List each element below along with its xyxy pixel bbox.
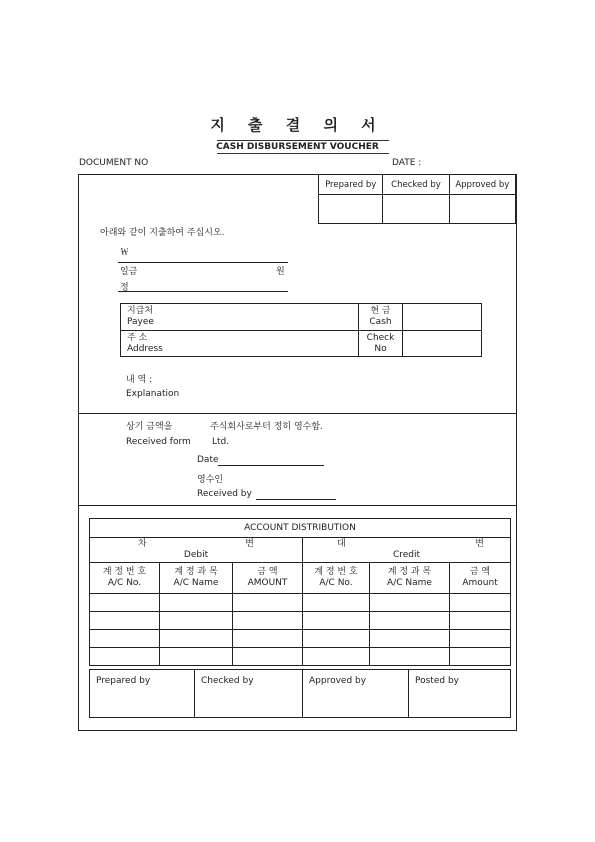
credit-ac-no-header xyxy=(303,563,370,594)
debit-ko-left: 차 xyxy=(138,539,147,549)
received-by-line[interactable] xyxy=(256,499,336,500)
approval-checked-by-sign[interactable] xyxy=(383,195,449,224)
debit-amount-ko: 금 액 xyxy=(257,567,278,577)
signature-approved-by-label: Approved by xyxy=(309,676,367,686)
signature-checked-by-label: Checked by xyxy=(201,676,254,686)
table-cell[interactable] xyxy=(370,594,450,612)
signature-approved-by[interactable] xyxy=(303,670,409,718)
table-cell[interactable] xyxy=(233,630,303,648)
table-cell[interactable] xyxy=(303,648,370,666)
signature-prepared-by-label: Prepared by xyxy=(96,676,151,686)
won-symbol: ￦ xyxy=(120,248,130,258)
check-label-en: No xyxy=(374,343,387,354)
account-distribution-table xyxy=(89,518,511,666)
table-cell[interactable] xyxy=(303,594,370,612)
approval-approved-by-sign[interactable] xyxy=(449,195,515,224)
table-cell[interactable] xyxy=(233,594,303,612)
page-subtitle: CASH DISBURSEMENT VOUCHER xyxy=(216,142,379,152)
cash-label-cell xyxy=(359,304,403,331)
received-by-label: Received by xyxy=(197,489,252,499)
table-row xyxy=(90,648,511,666)
table-cell[interactable] xyxy=(450,648,511,666)
table-cell[interactable] xyxy=(90,594,160,612)
jeong-label: 정 xyxy=(120,283,129,293)
table-row xyxy=(90,630,511,648)
credit-ac-no-en: A/C No. xyxy=(319,578,353,588)
instruction-text: 아래와 같이 지출하여 주십시오. xyxy=(100,228,225,238)
check-no-value-cell[interactable] xyxy=(403,331,482,357)
debit-en: Debit xyxy=(183,550,209,560)
amount-label: 일금 xyxy=(120,267,138,277)
table-cell[interactable] xyxy=(303,612,370,630)
cash-label-en: Cash xyxy=(369,317,392,327)
credit-ko-right: 변 xyxy=(475,539,484,549)
table-cell[interactable] xyxy=(160,630,233,648)
credit-ko-left: 대 xyxy=(337,539,346,549)
table-cell[interactable] xyxy=(450,612,511,630)
table-cell[interactable] xyxy=(90,648,160,666)
table-cell[interactable] xyxy=(450,630,511,648)
table-cell[interactable] xyxy=(450,594,511,612)
signature-checked-by[interactable] xyxy=(195,670,303,718)
date-label: DATE : xyxy=(392,158,422,168)
receipt-text-right: 주식회사로부터 정히 영수함. xyxy=(210,422,323,432)
payee-label-en: Payee xyxy=(127,317,154,327)
page-title: 지 출 결 의 서 xyxy=(210,116,385,134)
debit-ac-no-header xyxy=(90,563,160,594)
receiver-label-ko: 영수인 xyxy=(197,475,224,485)
check-label-ko: Check xyxy=(366,332,395,343)
debit-ac-name-ko: 계 정 과 목 xyxy=(174,567,218,577)
payee-cell[interactable] xyxy=(121,304,359,331)
table-row xyxy=(90,612,511,630)
approval-approved-by-header: Approved by xyxy=(449,175,515,195)
credit-ac-name-en: A/C Name xyxy=(387,578,432,588)
amount-words-line[interactable] xyxy=(118,291,288,292)
credit-en: Credit xyxy=(392,550,421,560)
signature-table xyxy=(89,669,511,718)
credit-ac-name-header xyxy=(370,563,450,594)
payee-label-ko: 지급처 xyxy=(127,306,154,316)
table-cell[interactable] xyxy=(160,612,233,630)
won-amount-line[interactable] xyxy=(118,262,288,263)
debit-ac-no-ko: 계 정 번 호 xyxy=(102,567,147,577)
credit-ac-name-ko: 계 정 과 목 xyxy=(387,567,432,577)
table-cell[interactable] xyxy=(370,648,450,666)
check-label-cell xyxy=(359,331,403,357)
address-label-en: Address xyxy=(127,343,163,354)
approval-table xyxy=(318,174,516,224)
table-cell[interactable] xyxy=(233,648,303,666)
subtitle-underline xyxy=(217,153,389,154)
section-divider-1 xyxy=(78,413,516,414)
document-no-label: DOCUMENT NO xyxy=(79,158,149,168)
won-unit: 원 xyxy=(276,267,285,277)
explanation-label-en: Explanation xyxy=(126,389,180,399)
approval-checked-by-header: Checked by xyxy=(383,175,449,195)
signature-posted-by[interactable] xyxy=(409,670,511,718)
debit-amount-en: AMOUNT xyxy=(247,578,288,588)
payee-table xyxy=(120,303,482,357)
debit-ac-name-header xyxy=(160,563,233,594)
credit-amount-en: Amount xyxy=(462,578,498,588)
credit-ac-no-ko: 계 정 번 호 xyxy=(314,567,358,577)
cash-value-cell[interactable] xyxy=(403,304,482,331)
debit-ko-right: 변 xyxy=(245,539,254,549)
credit-amount-header xyxy=(450,563,511,594)
received-form-label: Received form xyxy=(126,437,191,447)
signature-prepared-by[interactable] xyxy=(90,670,195,718)
receipt-date-label: Date xyxy=(197,455,219,465)
explanation-label-ko: 내 역 : xyxy=(126,375,153,385)
debit-ac-no-en: A/C No. xyxy=(107,578,142,588)
ltd-label: Ltd. xyxy=(212,437,230,447)
table-cell[interactable] xyxy=(160,594,233,612)
approval-prepared-by-sign[interactable] xyxy=(319,195,383,224)
credit-amount-ko: 금 액 xyxy=(469,567,491,577)
credit-header xyxy=(303,538,511,563)
table-cell[interactable] xyxy=(233,612,303,630)
table-cell[interactable] xyxy=(370,630,450,648)
address-label-ko: 주 소 xyxy=(127,332,148,343)
section-divider-2 xyxy=(78,505,516,506)
account-distribution-title: ACCOUNT DISTRIBUTION xyxy=(90,519,511,538)
title-divider xyxy=(217,140,389,141)
table-row xyxy=(90,594,511,612)
table-cell[interactable] xyxy=(90,612,160,630)
table-cell[interactable] xyxy=(370,612,450,630)
debit-amount-header xyxy=(233,563,303,594)
table-cell[interactable] xyxy=(160,648,233,666)
debit-ac-name-en: A/C Name xyxy=(173,578,219,588)
table-cell[interactable] xyxy=(90,630,160,648)
table-cell[interactable] xyxy=(303,630,370,648)
address-cell[interactable] xyxy=(121,331,359,357)
receipt-date-line[interactable] xyxy=(218,465,324,466)
receipt-text-left: 상기 금액을 xyxy=(126,422,173,432)
debit-header xyxy=(90,538,303,563)
signature-posted-by-label: Posted by xyxy=(415,676,459,686)
approval-prepared-by-header: Prepared by xyxy=(319,175,383,195)
cash-label-ko: 현 금 xyxy=(370,306,391,316)
